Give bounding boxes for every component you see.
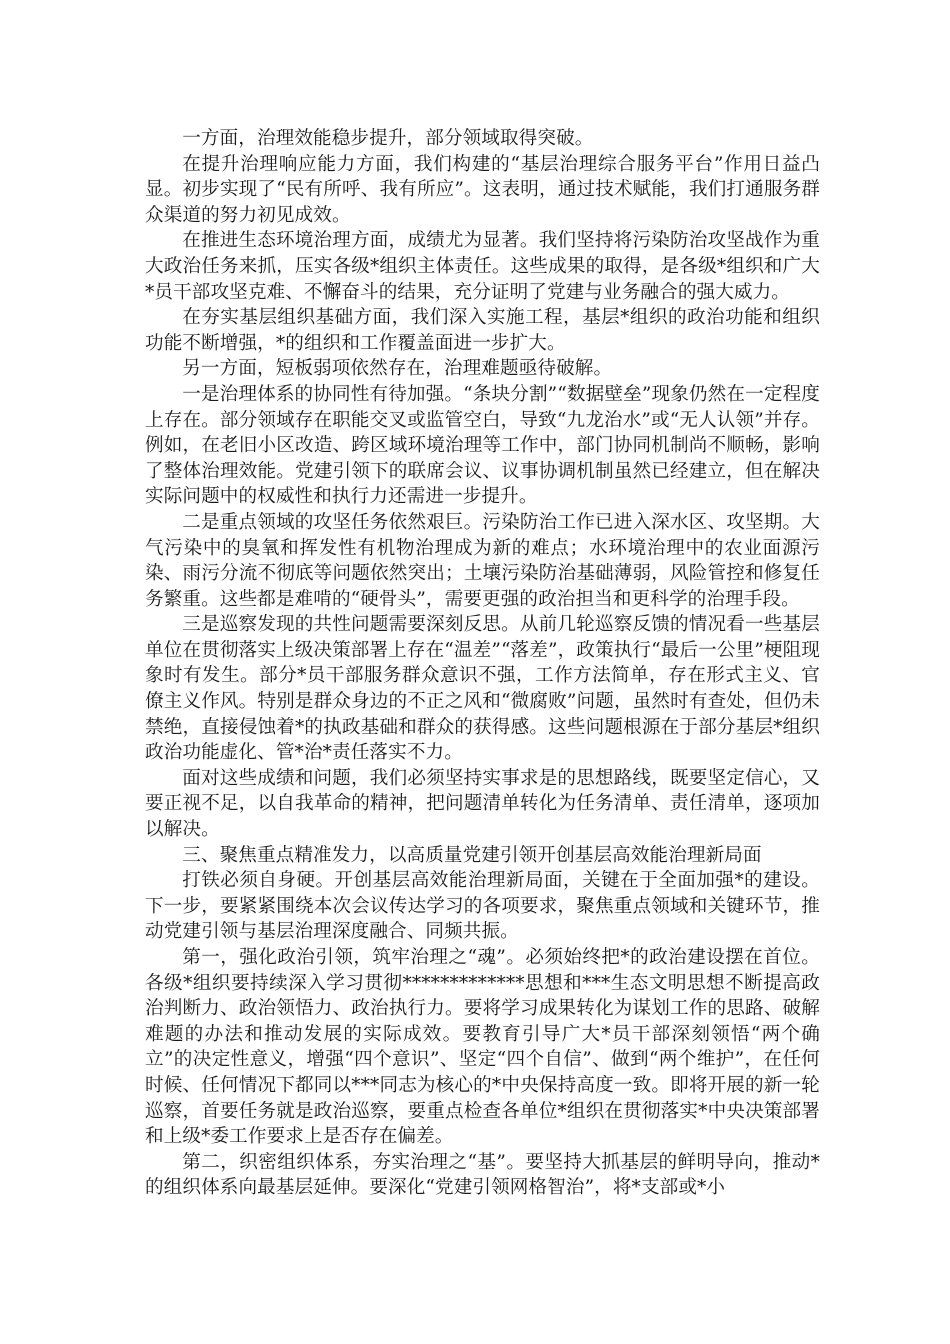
paragraph-2: 在提升治理响应能力方面，我们构建的“基层治理综合服务平台”作用日益凸显。初步实现了“民有所呼、我有所应”。这表明，通过技术赋能，我们打通服务群众渠道的努力初见成效。 xyxy=(145,153,820,226)
paragraph-6: 一是治理体系的协同性有待加强。“条块分割”“数据壁垒”现象仍然在一定程度上存在。部分领域存在职能交叉或监管空白，导致“九龙治水”或“无人认领”并存。例如，在老旧小区改造、跨区域环境治理等工作中，部门协同机制尚不顺畅，影响了整体治理效能。党建引领下的联席会议、议事协调机制虽然已经建立，但在解决实际问题中的权威性和执行力还需进一步提升。 xyxy=(145,383,820,508)
paragraph-13: 第二，织密组织体系，夯实治理之“基”。要坚持大抓基层的鲜明导向，推动*的组织体系向最基层延伸。要深化“党建引领网格智治”，将*支部或*小 xyxy=(145,1151,820,1199)
paragraph-4: 在夯实基层组织基础方面，我们深入实施工程，基层*组织的政治功能和组织功能不断增强，*的组织和工作覆盖面进一步扩大。 xyxy=(145,307,820,354)
paragraph-5: 另一方面，短板弱项依然存在，治理难题亟待破解。 xyxy=(182,358,613,380)
section-heading: 三、聚焦重点精准发力，以高质量党建引领开创基层高效能治理新局面 xyxy=(182,844,762,866)
paragraph-9: 面对这些成绩和问题，我们必须坚持实事求是的思想路线，既要坚定信心，又要正视不足，以自我革命的精神，把问题清单转化为任务清单、责任清单，逐项加以解决。 xyxy=(145,767,820,841)
paragraph-8: 三是巡察发现的共性问题需要深刻反思。从前几轮巡察反馈的情况看一些基层单位在贯彻落实上级决策部署上存在“温差”“落差”，政策执行“最后一公里”梗阻现象时有发生。部分*员干部服务群众意识不强，工作方法简单，存在形式主义、官僚主义作风。特别是群众身边的不正之风和“微腐败”问题，虽然时有查处，但仍未禁绝，直接侵蚀着*的执政基础和群众的获得感。这些问题根源在于部分基层*组织政治功能虚化、管*治*责任落实不力。 xyxy=(145,614,820,764)
paragraph-3: 在推进生态环境治理方面，成绩尤为显著。我们坚持将污染防治攻坚战作为重大政治任务来抓，压实各级*组织主体责任。这些成果的取得，是各级*组织和广大*员干部攻坚克难、不懈奋斗的结果，充分证明了党建与业务融合的强大威力。 xyxy=(145,230,820,303)
document-body xyxy=(145,126,820,1201)
paragraph-1: 一方面，治理效能稳步提升，部分领域取得突破。 xyxy=(182,128,594,149)
paragraph-11: 打铁必须自身硬。开创基层高效能治理新局面，关键在于全面加强*的建设。下一步，要紧紧围绕本次会议传达学习的各项要求，聚焦重点领域和关键环节，推动党建引领与基层治理深度融合、同频共振。 xyxy=(145,870,820,943)
paragraph-7: 二是重点领域的攻坚任务依然艰巨。污染防治工作已进入深水区、攻坚期。大气污染中的臭氧和挥发性有机物治理成为新的难点；水环境治理中的农业面源污染、雨污分流不彻底等问题依然突出；土壤污染防治基础薄弱，风险管控和修复任务繁重。这些都是难啃的“硬骨头”，需要更强的政治担当和更科学的治理手段。 xyxy=(145,511,820,610)
paragraph-12: 第一，强化政治引领，筑牢治理之“魂”。必须始终把*的政治建设摆在首位。各级*组织要持续深入学习贯彻*************思想和***生态文明思想不断提高政治判断力、政治领悟力、政治执行力。要将学习成果转化为谋划工作的思路、破解难题的办法和推动发展的实际成效。要教育引导广大*员干部深刻领悟“两个确立”的决定性意义，增强“四个意识”、坚定“四个自信”、做到“两个维护”，在任何时候、任何情况下都同以***同志为核心的*中央保持高度一致。即将开展的新一轮巡察，首要任务就是政治巡察，要重点检查各单位*组织在贯彻落实*中央决策部署和上级*委工作要求上是否存在偏差。 xyxy=(145,947,820,1148)
